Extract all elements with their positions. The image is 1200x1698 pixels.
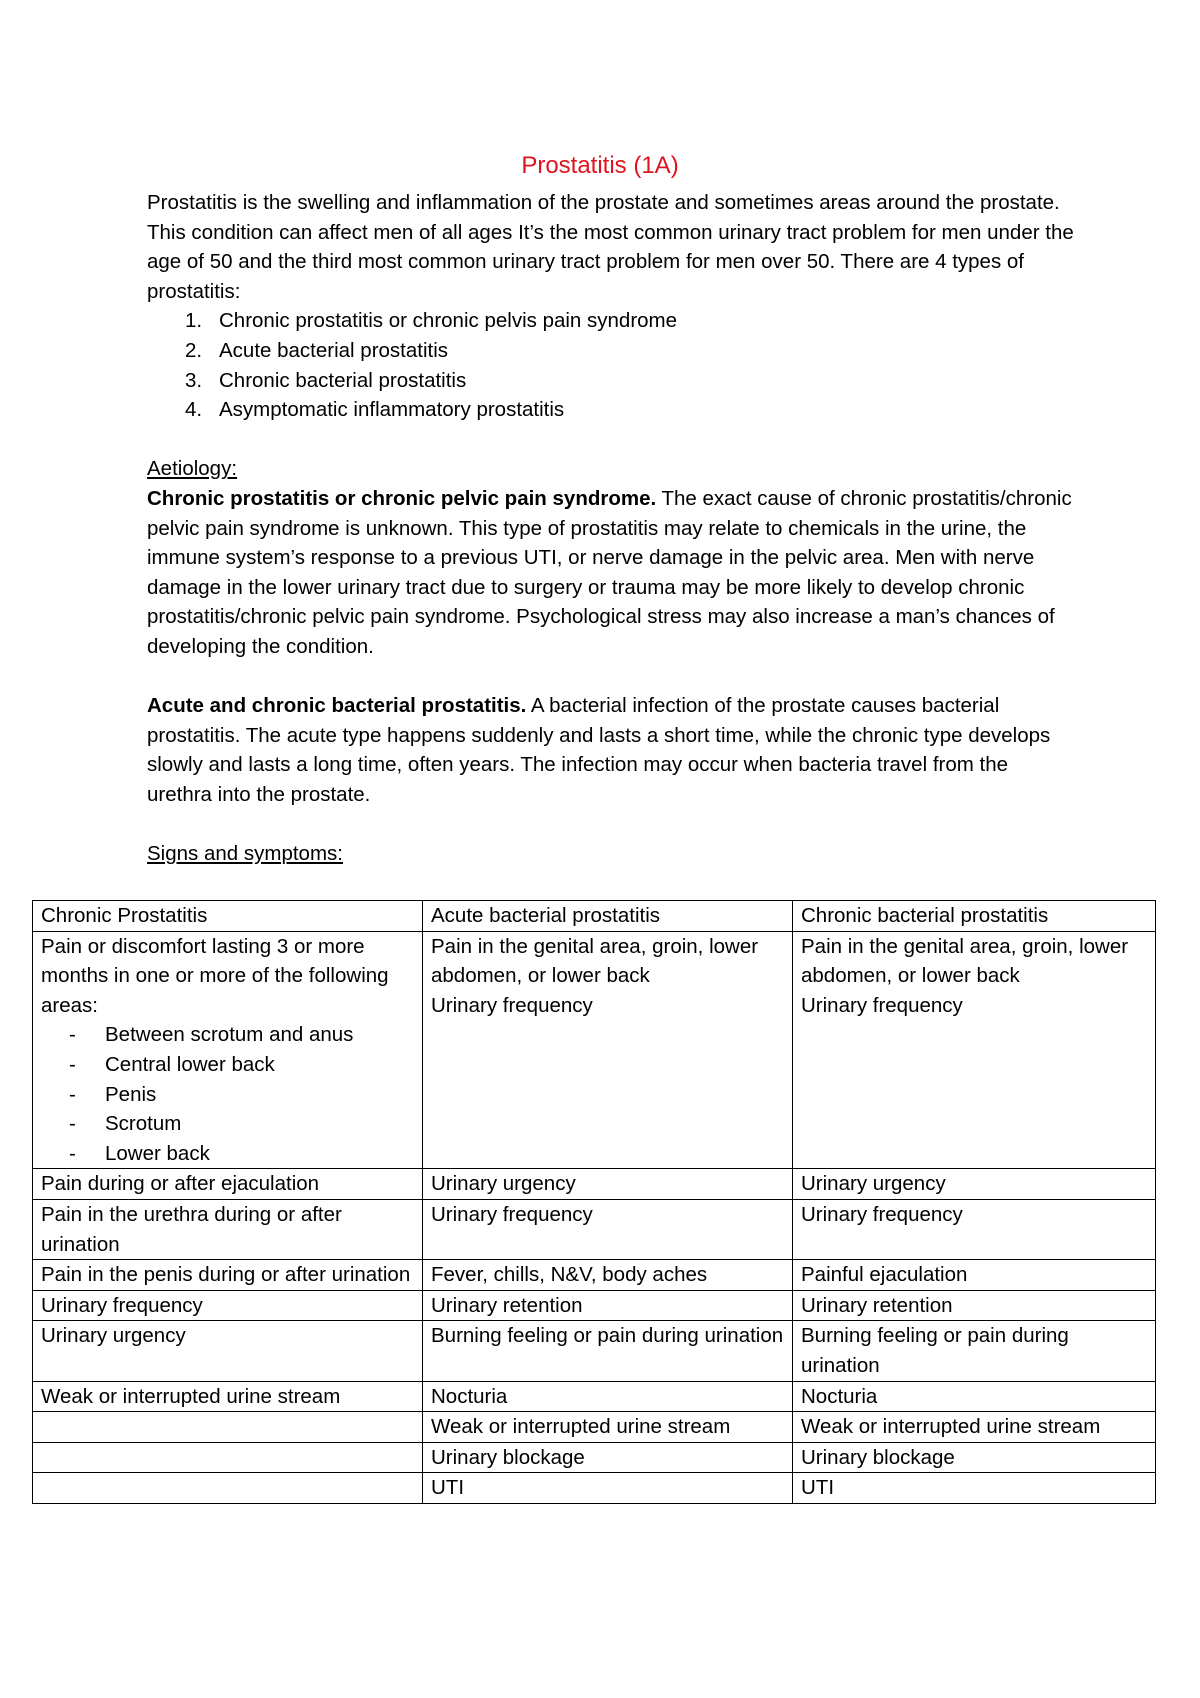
list-item [147, 336, 1077, 366]
table-row [33, 1442, 1156, 1473]
table-cell: Pain in the penis during or after urination [33, 1260, 423, 1291]
table-cell: Fever, chills, N&V, body aches [423, 1260, 793, 1291]
column-header: Chronic bacterial prostatitis [793, 901, 1156, 932]
symptoms-table [32, 900, 1156, 1504]
list-item: - Central lower back [41, 1050, 414, 1080]
table-cell: Weak or interrupted urine stream [423, 1412, 793, 1443]
table-cell: Nocturia [423, 1381, 793, 1412]
table-cell: Pain in the urethra during or after urination [33, 1199, 423, 1259]
table-cell: Urinary blockage [793, 1442, 1156, 1473]
table-cell: Urinary blockage [423, 1442, 793, 1473]
column-header: Chronic Prostatitis [33, 901, 423, 932]
list-item: - Lower back [41, 1139, 414, 1169]
list-item: - Between scrotum and anus [41, 1020, 414, 1050]
table-cell: Painful ejaculation [793, 1260, 1156, 1291]
cell-line: Urinary frequency [431, 993, 593, 1017]
table-cell: Urinary urgency [793, 1169, 1156, 1200]
table-cell: Pain during or after ejaculation [33, 1169, 423, 1200]
cell-line: Pain in the genital area, groin, lower abdomen, or lower back [431, 934, 759, 988]
table-cell [423, 931, 793, 1169]
table-cell: Urinary frequency [33, 1290, 423, 1321]
table-cell: UTI [423, 1473, 793, 1504]
signs-heading: Signs and symptoms: [147, 842, 343, 866]
document-body [147, 188, 1077, 869]
table-cell: Urinary frequency [793, 1199, 1156, 1259]
list-item [147, 395, 1077, 425]
table-cell: Urinary retention [423, 1290, 793, 1321]
chronic-intro: Pain or discomfort lasting 3 or more months in one or more of the following areas: [41, 934, 389, 1017]
list-item-text: Chronic bacterial prostatitis [219, 368, 467, 392]
table-cell [33, 1442, 423, 1473]
chronic-lead: Chronic prostatitis or chronic pelvic pain syndrome. [147, 486, 657, 510]
table-cell: Burning feeling or pain during urination [793, 1321, 1156, 1381]
list-number: 4. [185, 398, 203, 422]
table-cell: Urinary frequency [423, 1199, 793, 1259]
area-list [41, 1020, 414, 1168]
table-cell [33, 931, 423, 1169]
list-item [147, 306, 1077, 336]
table-row [33, 1260, 1156, 1291]
table-cell: Weak or interrupted urine stream [793, 1412, 1156, 1443]
table-row [33, 1473, 1156, 1504]
list-item-text: Chronic prostatitis or chronic pelvis pain syndrome [219, 309, 678, 333]
table-row [33, 1412, 1156, 1443]
table-cell: Urinary retention [793, 1290, 1156, 1321]
table-cell: Nocturia [793, 1381, 1156, 1412]
table-row [33, 1321, 1156, 1381]
table-cell: UTI [793, 1473, 1156, 1504]
table-header-row [33, 901, 1156, 932]
list-item [147, 366, 1077, 396]
list-item-text: Asymptomatic inflammatory prostatitis [219, 398, 565, 422]
bacterial-lead: Acute and chronic bacterial prostatitis. [147, 694, 527, 718]
table-cell: Urinary urgency [33, 1321, 423, 1381]
table-row [33, 931, 1156, 1169]
table-cell: Burning feeling or pain during urination [423, 1321, 793, 1381]
bacterial-text: A bacterial infection of the prostate causes bacterial prostatitis. The acute type happens suddenly and lasts a short time, while the chronic type develops slowly and lasts a long time, often years. The infection may occur when bacteria travel from the urethra into the prostate. [147, 694, 1051, 806]
table-cell [33, 1473, 423, 1504]
table-cell: Urinary urgency [423, 1169, 793, 1200]
table-cell [793, 931, 1156, 1169]
page-title: Prostatitis (1A) [521, 152, 679, 179]
table-row [33, 1381, 1156, 1412]
list-item: - Penis [41, 1080, 414, 1110]
table-cell [33, 1412, 423, 1443]
list-number: 2. [185, 338, 203, 362]
table-row [33, 1290, 1156, 1321]
list-number: 1. [185, 309, 203, 333]
intro-paragraph: Prostatitis is the swelling and inflammation of the prostate and sometimes areas around the prostate. This condition can affect men of all ages It’s the most common urinary tract problem for men under the age of 50 and the third most common urinary tract problem for men over 50. There are 4 types of prostatitis: [147, 191, 1074, 303]
cell-line: Pain in the genital area, groin, lower abdomen, or lower back [801, 934, 1129, 988]
aetiology-heading: Aetiology: [147, 457, 238, 481]
list-number: 3. [185, 368, 203, 392]
cell-line: Urinary frequency [801, 993, 963, 1017]
table-row [33, 1169, 1156, 1200]
column-header: Acute bacterial prostatitis [423, 901, 793, 932]
chronic-paragraph [147, 484, 1077, 662]
bacterial-paragraph [147, 691, 1077, 809]
list-item: - Scrotum [41, 1109, 414, 1139]
list-item-text: Acute bacterial prostatitis [219, 338, 449, 362]
chronic-text: The exact cause of chronic prostatitis/chronic pelvic pain syndrome is unknown. This type of prostatitis may relate to chemicals in the urine, the immune system’s response to a previous UTI, or nerve damage in the pelvic area. Men with nerve damage in the lower urinary tract due to surgery or trauma may be more likely to develop chronic prostatitis/chronic pelvic pain syndrome. Psychological stress may also increase a man’s chances of developing the condition. [147, 486, 1072, 658]
table-row [33, 1199, 1156, 1259]
table-cell: Weak or interrupted urine stream [33, 1381, 423, 1412]
types-list [147, 306, 1077, 424]
